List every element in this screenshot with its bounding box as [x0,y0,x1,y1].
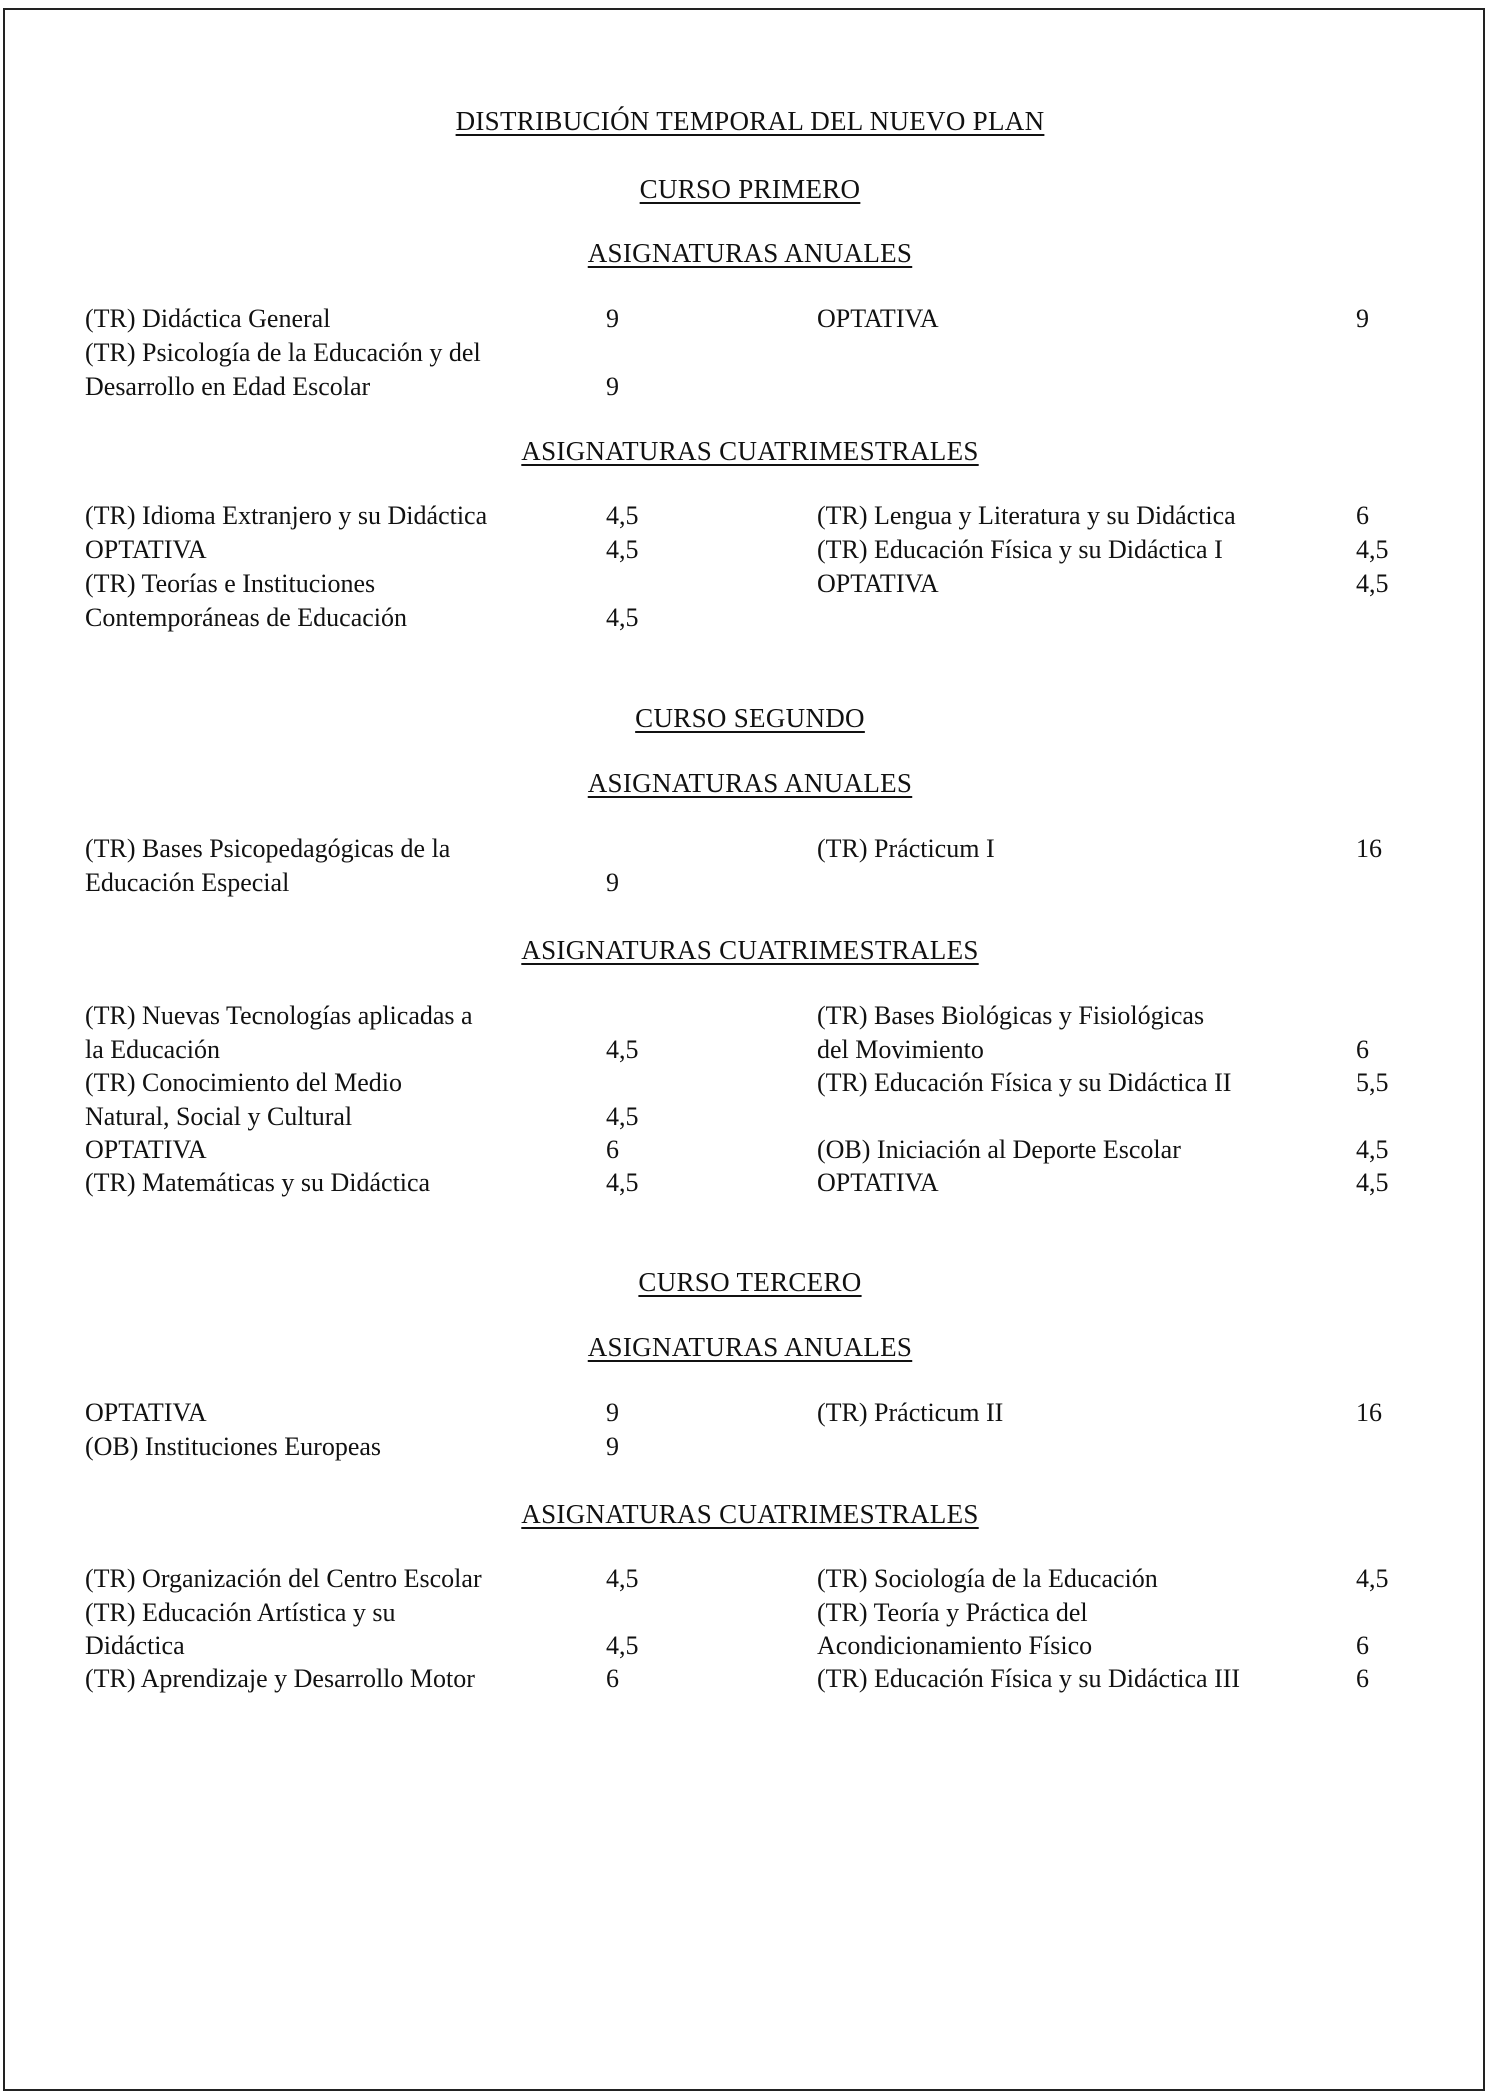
subject-credits: 4,5 [606,501,639,530]
subject-credits: 6 [606,1135,619,1164]
subject-credits: 4,5 [606,603,639,632]
section-heading-anuales: ASIGNATURAS ANUALES [587,238,913,268]
section-heading-cuatrimestrales: ASIGNATURAS CUATRIMESTRALES [521,935,979,965]
curso-title: CURSO TERCERO [638,1267,862,1297]
subject-credits: 4,5 [606,1168,639,1197]
subject-credits: 16 [1356,1398,1382,1427]
subject-line: Contemporáneas de Educación [85,603,407,632]
subject-line: OPTATIVA [85,535,207,564]
subject-credits: 4,5 [606,1035,639,1064]
subject-credits: 9 [606,304,619,333]
subject-line: (TR) Conocimiento del Medio [85,1068,403,1097]
subject-credits: 6 [1356,1631,1369,1660]
subject-credits: 6 [1356,1035,1369,1064]
main-title: DISTRIBUCIÓN TEMPORAL DEL NUEVO PLAN [455,106,1045,136]
subject-line: (OB) Iniciación al Deporte Escolar [817,1135,1181,1164]
subject-line: (TR) Matemáticas y su Didáctica [85,1168,431,1197]
section-heading-anuales: ASIGNATURAS ANUALES [587,1332,913,1362]
subject-line: (TR) Teoría y Práctica del [817,1598,1088,1627]
subject-line: (TR) Educación Artística y su [85,1598,396,1627]
subject-line: Didáctica [85,1631,185,1660]
curso-title: CURSO PRIMERO [639,174,861,204]
subject-line: (TR) Sociología de la Educación [817,1564,1158,1593]
subject-credits: 9 [606,1432,619,1461]
subject-line: (TR) Aprendizaje y Desarrollo Motor [85,1664,475,1693]
subject-line: (TR) Lengua y Literatura y su Didáctica [817,501,1236,530]
subject-credits: 9 [606,372,619,401]
subject-credits: 16 [1356,834,1382,863]
subject-line: OPTATIVA [817,569,939,598]
subject-line: (TR) Prácticum I [817,834,995,863]
section-heading-cuatrimestrales: ASIGNATURAS CUATRIMESTRALES [521,1499,979,1529]
section-heading-cuatrimestrales: ASIGNATURAS CUATRIMESTRALES [521,436,979,466]
subject-credits: 4,5 [1356,535,1389,564]
subject-line: (OB) Instituciones Europeas [85,1432,382,1461]
subject-line: (TR) Educación Física y su Didáctica II [817,1068,1232,1097]
subject-line: OPTATIVA [85,1398,207,1427]
subject-line: (TR) Bases Psicopedagógicas de la [85,834,451,863]
subject-credits: 6 [606,1664,619,1693]
subject-line: Desarrollo en Edad Escolar [85,372,371,401]
subject-credits: 4,5 [606,535,639,564]
subject-line: (TR) Educación Física y su Didáctica III [817,1664,1241,1693]
subject-line: (TR) Teorías e Instituciones [85,569,376,598]
subject-line: Educación Especial [85,868,290,897]
subject-credits: 6 [1356,501,1369,530]
subject-credits: 4,5 [1356,569,1389,598]
subject-credits: 4,5 [606,1631,639,1660]
subject-credits: 6 [1356,1664,1369,1693]
subject-line: Natural, Social y Cultural [85,1102,353,1131]
subject-line: (TR) Didáctica General [85,304,331,333]
subject-credits: 4,5 [1356,1135,1389,1164]
subject-line: del Movimiento [817,1035,984,1064]
subject-line: OPTATIVA [817,304,939,333]
subject-credits: 5,5 [1356,1068,1389,1097]
subject-credits: 4,5 [606,1564,639,1593]
subject-line: (TR) Prácticum II [817,1398,1004,1427]
subject-credits: 9 [606,1398,619,1427]
subject-line: (TR) Bases Biológicas y Fisiológicas [817,1001,1205,1030]
subject-line: (TR) Nuevas Tecnologías aplicadas a [85,1001,473,1030]
subject-line: (TR) Idioma Extranjero y su Didáctica [85,501,488,530]
subject-line: (TR) Psicología de la Educación y del [85,338,481,367]
section-heading-anuales: ASIGNATURAS ANUALES [587,768,913,798]
subject-credits: 9 [606,868,619,897]
subject-credits: 4,5 [1356,1168,1389,1197]
curso-title: CURSO SEGUNDO [635,703,865,733]
subject-line: (TR) Educación Física y su Didáctica I [817,535,1223,564]
subject-line: Acondicionamiento Físico [817,1631,1093,1660]
subject-line: la Educación [85,1035,220,1064]
subject-line: OPTATIVA [85,1135,207,1164]
subject-credits: 4,5 [1356,1564,1389,1593]
subject-credits: 9 [1356,304,1369,333]
subject-line: OPTATIVA [817,1168,939,1197]
subject-line: (TR) Organización del Centro Escolar [85,1564,482,1593]
subject-credits: 4,5 [606,1102,639,1131]
